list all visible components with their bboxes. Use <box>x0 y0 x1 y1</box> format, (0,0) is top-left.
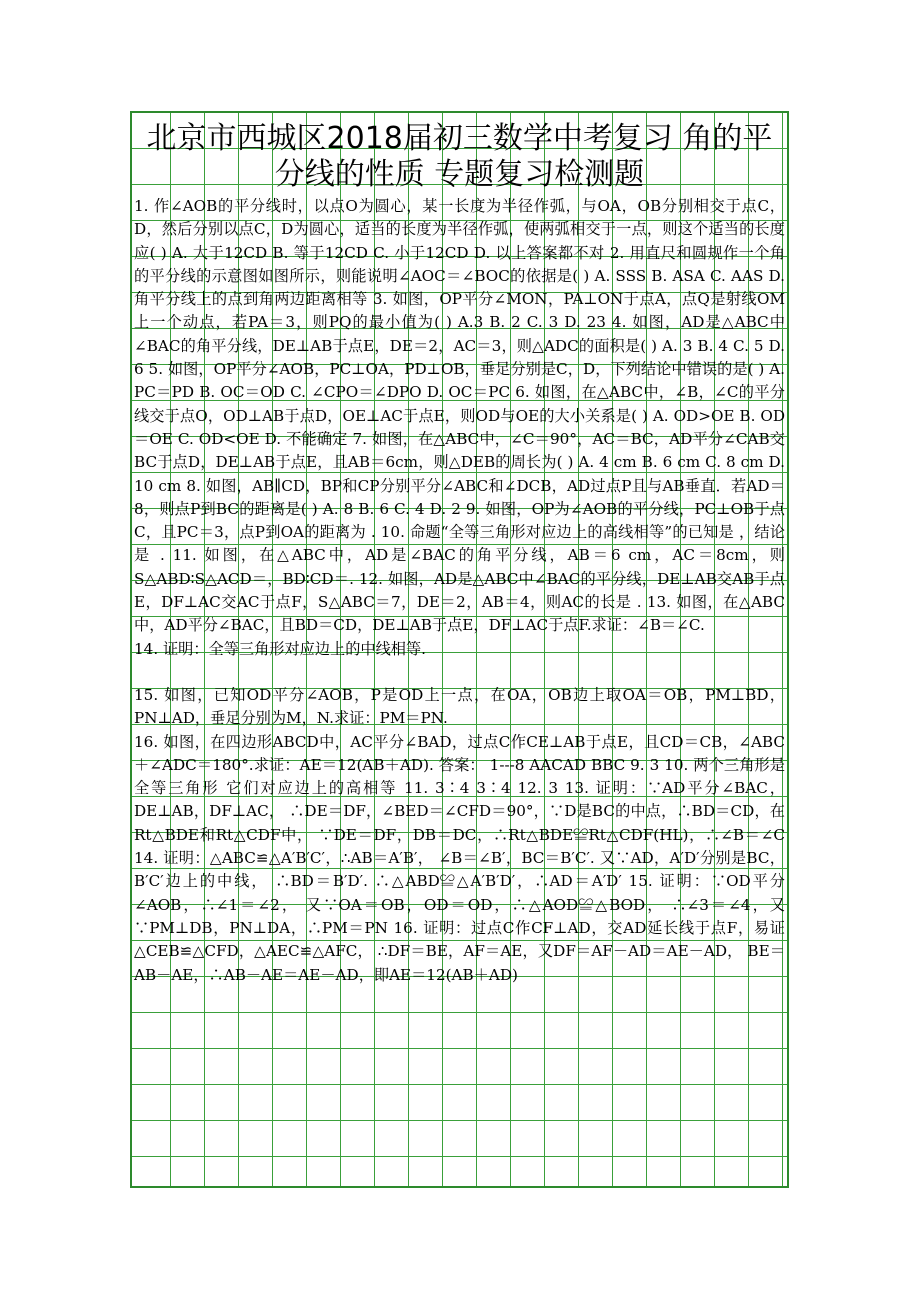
document-body <box>134 195 785 987</box>
questions-1-13-paragraph: 1. 作∠AOB的平分线时，以点O为圆心，某一长度为半径作弧，与OA，OB分别相交于点C，D，然后分别以点C，D为圆心，适当的长度为半径作弧，使两弧相交于一点，则这个适当的长度应( ) A. 大于12CD B. 等于12CD C. 小于12CD D. 以上答案都不对 2. 用直尺和圆规作一个角的平分线的示意图如图所示，则能说明∠AOC＝∠BOC的依据是( ) A. SSS B. ASA C. AAS D. 角平分线上的点到角两边距离相等 3. 如图，OP平分∠MON，PA⊥ON于点A，点Q是射线OM上一个动点，若PA＝3，则PQ的最小值为( ) A.3 B. 2 C. 3 D. 23 4. 如图，AD是△ABC中∠BAC的角平分线，DE⊥AB于点E，DE＝2，AC＝3，则△ADC的面积是( ) A. 3 B. 4 C. 5 D. 6 5. 如图，OP平分∠AOB，PC⊥OA，PD⊥OB，垂足分别是C，D，下列结论中错误的是( ) A. PC＝PD B. OC＝OD C. ∠CPO＝∠DPO D. OC＝PC 6. 如图，在△ABC中，∠B，∠C的平分线交于点O，OD⊥AB于点D，OE⊥AC于点E，则OD与OE的大小关系是( ) A. OD>OE B. OD＝OE C. OD<OE D. 不能确定 7. 如图，在△ABC中，∠C＝90°，AC＝BC，AD平分∠CAB交BC于点D，DE⊥AB于点E，且AB＝6cm，则△DEB的周长为( ) A. 4 cm B. 6 cm C. 8 cm D. 10 cm 8. 如图，AB∥CD，BP和CP分别平分∠ABC和∠DCB，AD过点P且与AB垂直．若AD＝8，则点P到BC的距离是( ) A. 8 B. 6 C. 4 D. 2 9. 如图，OP为∠AOB的平分线，PC⊥OB于点C，且PC＝3，点P到OA的距离为 . 10. 命题“全等三角形对应边上的高线相等”的已知是 ，结论是 . 11. 如图，在△ABC中，AD是∠BAC的角平分线，AB＝6 cm，AC＝8cm，则S△ABD∶S△ACD＝，BD∶CD＝. 12. 如图，AD是△ABC中∠BAC的平分线，DE⊥AB交AB于点E，DF⊥AC交AC于点F，S△ABC＝7，DE＝2，AB＝4，则AC的长是 . 13. 如图，在△ABC中，AD平分∠BAC，且BD＝CD，DE⊥AB于点E，DF⊥AC于点F.求证：∠B＝∠C. <box>134 197 785 635</box>
document-title: 北京市西城区2018届初三数学中考复习 角的平分线的性质 专题复习检测题 <box>146 121 773 192</box>
question-14-paragraph: 14. 证明：全等三角形对应边上的中线相等. <box>134 639 426 658</box>
question-16-and-answers-paragraph: 16. 如图，在四边形ABCD中，AC平分∠BAD，过点C作CE⊥AB于点E，且CD＝CB，∠ABC＋∠ADC＝180°.求证：AE＝12(AB＋AD). 答案： 1---8 AACAD BBC 9. 3 10. 两个三角形是全等三角形 它们对应边上的高相等 11. 3∶4 3∶4 12. 3 13. 证明：∵AD平分∠BAC，DE⊥AB，DF⊥AC， ∴DE＝DF，∠BED＝∠CFD＝90°，∵D是BC的中点，∴BD＝CD，在Rt△BDE和Rt△CDF中， ∵DE＝DF，DB＝DC，∴Rt△BDE≌Rt△CDF(HL)，∴∠B＝∠C 14. 证明：△ABC≌△A′B′C′，∴AB＝A′B′， ∠B＝∠B′，BC＝B′C′. 又∵AD，A′D′分别是BC，B′C′边上的中线， ∴BD＝B′D′. ∴△ABD≌△A′B′D′，∴AD＝A′D′ 15. 证明：∵OD平分∠AOB，∴∠1＝∠2， 又∵OA＝OB，OD＝OD，∴△AOD≌△BOD， ∴∠3＝∠4，又∵PM⊥DB，PN⊥DA，∴PM＝PN 16. 证明：过点C作CF⊥AD，交AD延长线于点F，易证△CEB≌△CFD，△AEC≌△AFC， ∴DF＝BE，AF＝AE，又DF＝AF－AD＝AE－AD， BE＝AB－AE，∴AB－AE＝AE－AD，即AE＝12(AB＋AD) <box>134 732 785 984</box>
grid-paper-sheet <box>130 111 789 1188</box>
question-15-paragraph: 15. 如图，已知OD平分∠AOB，P是OD上一点，在OA，OB边上取OA＝OB，PM⊥BD，PN⊥AD，垂足分别为M，N.求证：PM＝PN. <box>134 685 785 728</box>
